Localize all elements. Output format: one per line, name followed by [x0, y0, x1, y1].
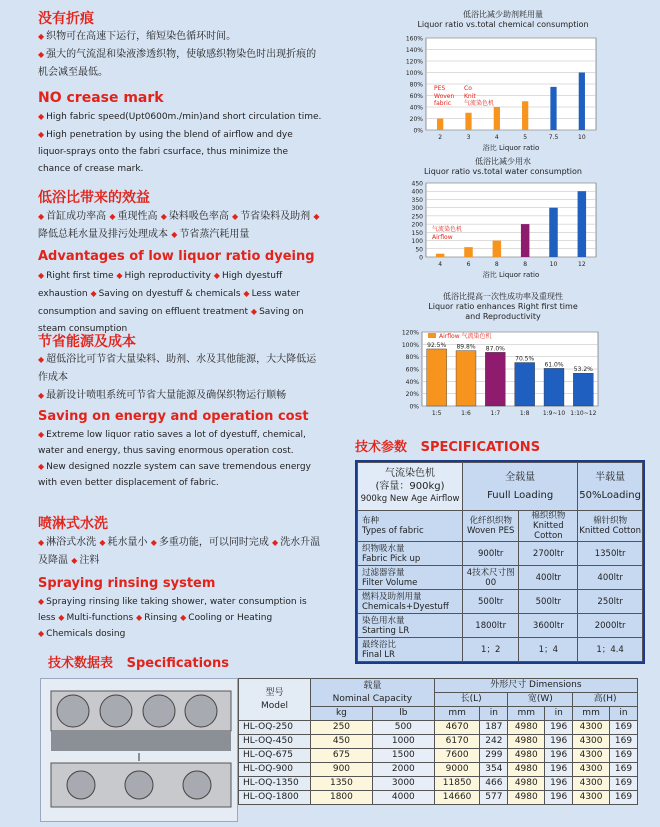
- chart-svg: [398, 179, 608, 289]
- y-tick-label: 300: [411, 205, 423, 213]
- diamond-icon: ◆: [180, 613, 187, 622]
- diamond-icon: ◆: [272, 538, 279, 547]
- table-row: [239, 763, 638, 777]
- x-tick-label: 6: [466, 261, 471, 268]
- diamond-icon: ◆: [38, 112, 45, 121]
- diamond-icon: ◆: [250, 307, 258, 316]
- legend-label: Airflow 气流染色机: [439, 333, 492, 340]
- section-title-cn: 没有折痕: [38, 11, 94, 27]
- value-cell: 14660: [434, 791, 480, 805]
- table-row: 染色用水量 Starting LR 1800ltr 3600ltr 2000ltr: [358, 614, 643, 638]
- diamond-icon: ◆: [232, 212, 239, 221]
- section-title-cn: 喷淋式水洗: [38, 516, 108, 532]
- data-label: 87.0%: [485, 345, 505, 353]
- bar: [437, 119, 443, 131]
- value-cell: 500: [372, 721, 434, 735]
- chart-subtitle: Liquor ratio vs.total water consumption: [424, 167, 582, 176]
- table-row: 织物吸水量 Fabric Pick up 900ltr 2700ltr 1350ltr: [358, 542, 643, 566]
- chart-right-first-time: [398, 292, 608, 424]
- x-tick-label: 1:5: [431, 410, 442, 417]
- spec-heading: [355, 438, 540, 458]
- value-cell: 4670: [434, 721, 480, 735]
- section-spraying: 喷淋式水洗 ◆ 淋浴式水洗 ◆ 耗水量小 ◆ 多重功能，可以同时完成 ◆ 洗水升温及降温 ◆ 注料 Spraying rinsing system ◆ Spraying rinsing like taking shower, water consumption is less ◆ Multi-functions ◆ Rinsing ◆ Cooling or Heating ◆ Chemicals dosing: [38, 514, 323, 642]
- annotation: 气流染色机: [432, 226, 463, 233]
- table-row: [239, 679, 638, 693]
- spec-table: [357, 462, 643, 662]
- y-tick-label: 0: [419, 254, 423, 262]
- annotation: fabric: [434, 100, 452, 107]
- diamond-icon: ◆: [136, 613, 143, 622]
- x-tick-label: 8: [523, 261, 528, 268]
- section-title-en: NO crease mark: [38, 90, 164, 106]
- bar: [550, 87, 556, 130]
- bar: [465, 113, 471, 130]
- bar: [427, 349, 447, 406]
- diamond-icon: ◆: [90, 289, 97, 298]
- table-row: 最终浴比 Final LR 1；2 1；4 1；4.4: [358, 638, 643, 662]
- value-cell: 4980: [508, 749, 545, 763]
- spec-title-cn: 技术参数: [355, 440, 408, 455]
- annotation: Knit: [464, 93, 476, 100]
- x-tick-label: 10: [549, 261, 558, 268]
- x-tick-label: 1:7: [490, 410, 501, 417]
- section-title-cn: 节省能源及成本: [38, 334, 136, 350]
- data-label: 53.2%: [573, 366, 593, 374]
- y-tick-label: 0%: [409, 403, 419, 411]
- bullet-item: ◆ High fabric speed(Upt0600m./min)and short circulation time.: [38, 112, 322, 122]
- diamond-icon: ◆: [38, 50, 45, 59]
- value-cell: 169: [609, 763, 637, 777]
- bar: [464, 247, 473, 257]
- value-cell: 1800: [311, 791, 373, 805]
- diamond-icon: ◆: [38, 130, 45, 139]
- value-cell: 196: [545, 735, 573, 749]
- x-tick-label: 3: [466, 134, 471, 141]
- value-cell: 196: [545, 777, 573, 791]
- x-tick-label: 4: [494, 134, 499, 141]
- diamond-icon: ◆: [160, 212, 167, 221]
- y-tick-label: 200: [411, 221, 423, 229]
- value-cell: 9000: [434, 763, 480, 777]
- bullet-item: ◆ High penetration by using the blend of airflow and dye liquor-sprays onto the fabri csurface, thus minimize the chance of crease mark.: [38, 130, 293, 174]
- value-cell: 196: [545, 763, 573, 777]
- diamond-icon: ◆: [171, 230, 178, 239]
- annotation: 气流染色机: [464, 100, 495, 107]
- bullet-item: ◆ 强大的气流混和染液渗透织物，使敏感织物染色时出现折痕的机会减至最低。: [38, 49, 317, 78]
- diamond-icon: ◆: [38, 32, 45, 41]
- section-no-crease: [38, 10, 323, 178]
- model-cell: HL-OQ-900: [239, 763, 311, 777]
- table-row: [358, 463, 643, 511]
- annotation: Airflow: [432, 234, 453, 241]
- value-cell: 196: [545, 721, 573, 735]
- diamond-icon: ◆: [109, 212, 116, 221]
- chart-svg: [398, 328, 608, 424]
- x-tick-label: 10: [578, 134, 586, 141]
- y-tick-label: 40%: [405, 378, 419, 386]
- bullet-item: ◆ New designed nozzle system can save tremendous energy with even better displacement of fabric.: [38, 462, 311, 488]
- y-tick-label: 20%: [409, 116, 423, 123]
- data-label: 89.8%: [456, 343, 476, 351]
- table-row: 过滤器容量 Filter Volume 4技术尺寸图00 400ltr 400ltr: [358, 566, 643, 590]
- y-tick-label: 60%: [405, 366, 419, 374]
- value-cell: 1350: [311, 777, 373, 791]
- table-row: [239, 749, 638, 763]
- x-axis-label: 浴比 Liquor ratio: [482, 271, 540, 279]
- head-half-loading: 半载量 50%Loading: [578, 463, 643, 511]
- value-cell: 354: [480, 763, 508, 777]
- value-cell: 196: [545, 749, 573, 763]
- model-cell: HL-OQ-1800: [239, 791, 311, 805]
- table-row: [239, 777, 638, 791]
- bar: [456, 351, 476, 406]
- diamond-icon: ◆: [38, 271, 45, 280]
- x-tick-label: 7.5: [548, 134, 559, 141]
- y-tick-label: 160%: [405, 35, 423, 43]
- table-row: kg lb mm in mm in mm in: [239, 707, 638, 721]
- y-tick-label: 20%: [405, 391, 419, 399]
- value-cell: 1500: [372, 749, 434, 763]
- diamond-icon: ◆: [58, 613, 65, 622]
- machine-illustration: [40, 678, 238, 822]
- models-title-cn: 技术数据表: [48, 656, 114, 671]
- models-table: [238, 678, 638, 805]
- y-tick-label: 120%: [401, 329, 419, 337]
- head-full-loading: 全载量 Fuull Loading: [463, 463, 578, 511]
- section-title-en: Spraying rinsing system: [38, 576, 216, 591]
- table-row: [239, 735, 638, 749]
- bar: [549, 208, 558, 257]
- bar: [544, 368, 564, 406]
- y-tick-label: 40%: [409, 104, 423, 112]
- value-cell: 4980: [508, 777, 545, 791]
- diamond-icon: ◆: [38, 212, 45, 221]
- diamond-icon: ◆: [313, 212, 320, 221]
- diamond-icon: ◆: [38, 629, 45, 638]
- data-label: 70.5%: [515, 355, 535, 363]
- bar: [578, 191, 587, 257]
- value-cell: 4300: [573, 763, 610, 777]
- bar: [579, 73, 585, 131]
- chart-svg: [398, 32, 608, 168]
- x-tick-label: 12: [578, 261, 586, 268]
- bullet-item: ◆ 织物可在高速下运行，缩短染色循环时间。: [38, 31, 237, 42]
- value-cell: 900: [311, 763, 373, 777]
- models-heading: [48, 655, 229, 673]
- section-low-liquor: 低浴比带来的效益 ◆ 首缸成功率高 ◆ 重现性高 ◆ 染料吸色率高 ◆ 节省染料及助剂 ◆降低总耗水量及排污处理成本 ◆ 节省蒸汽耗用量 Advantages of low liquor ratio dyeing ◆ Right first time ◆ High reproductivity ◆ High dyestuff exhaustion ◆ Saving on dyestuff & chemicals ◆ Less water consumption and saving on effluent treatment ◆ Saving on steam consumption: [38, 188, 328, 338]
- y-tick-label: 100%: [405, 70, 423, 77]
- y-tick-label: 80%: [409, 81, 423, 89]
- value-cell: 675: [311, 749, 373, 763]
- value-cell: 6170: [434, 735, 480, 749]
- x-tick-label: 8: [494, 261, 499, 268]
- model-cell: HL-OQ-675: [239, 749, 311, 763]
- diamond-icon: ◆: [38, 538, 45, 547]
- value-cell: 450: [311, 735, 373, 749]
- plot-area: [426, 183, 596, 257]
- bar: [493, 241, 502, 257]
- value-cell: 7600: [434, 749, 480, 763]
- value-cell: 169: [609, 721, 637, 735]
- chart-title: 低浴比提高一次性成功率及重现性: [443, 292, 563, 301]
- section-title-cn: 低浴比带来的效益: [38, 190, 150, 206]
- value-cell: 4300: [573, 721, 610, 735]
- diamond-icon: ◆: [116, 271, 123, 280]
- value-cell: 4300: [573, 791, 610, 805]
- chart-title: 低浴比减少用水: [475, 157, 531, 166]
- bullet-item: ◆ 超低浴比可节省大量染料、助剂、水及其他能源，大大降低运作成本: [38, 354, 317, 383]
- value-cell: 4000: [372, 791, 434, 805]
- value-cell: 466: [480, 777, 508, 791]
- value-cell: 4980: [508, 735, 545, 749]
- bullet-item: ◆ Extreme low liquor ratio saves a lot of dyestuff, chemical, water and energy, thus saving enormous operation cost.: [38, 430, 306, 456]
- value-cell: 4980: [508, 763, 545, 777]
- legend-swatch: [428, 333, 436, 338]
- y-tick-label: 0%: [413, 127, 423, 135]
- y-tick-label: 100%: [401, 341, 419, 349]
- y-tick-label: 350: [411, 196, 423, 204]
- value-cell: 196: [545, 791, 573, 805]
- diamond-icon: ◆: [38, 391, 45, 400]
- value-cell: 242: [480, 735, 508, 749]
- diamond-icon: ◆: [71, 556, 78, 565]
- value-cell: 169: [609, 749, 637, 763]
- y-tick-label: 60%: [409, 93, 423, 100]
- y-tick-label: 120%: [405, 58, 423, 66]
- data-label: 61.0%: [544, 361, 564, 369]
- value-cell: 250: [311, 721, 373, 735]
- diamond-icon: ◆: [99, 538, 106, 547]
- value-cell: 187: [480, 721, 508, 735]
- x-tick-label: 5: [523, 134, 528, 141]
- col-dimensions: 外形尺寸 Dimensions: [434, 679, 637, 693]
- chart-water-consumption: [398, 157, 608, 287]
- x-tick-label: 1:6: [461, 410, 471, 417]
- x-tick-label: 2: [438, 134, 443, 141]
- value-cell: 11850: [434, 777, 480, 791]
- annotation: PES: [434, 85, 446, 92]
- value-cell: 4300: [573, 735, 610, 749]
- value-cell: 2000: [372, 763, 434, 777]
- chart-subtitle: Liquor ratio enhances Right first time and Reproductivity: [428, 302, 578, 321]
- value-cell: 169: [609, 777, 637, 791]
- model-cell: HL-OQ-1350: [239, 777, 311, 791]
- diamond-icon: ◆: [150, 538, 157, 547]
- x-tick-label: 1:10~12: [570, 410, 597, 417]
- diamond-icon: ◆: [38, 355, 45, 364]
- model-cell: HL-OQ-450: [239, 735, 311, 749]
- section-saving: [38, 333, 323, 491]
- model-cell: HL-OQ-250: [239, 721, 311, 735]
- col-capacity: 载量 Nominal Capacity: [311, 679, 435, 707]
- y-tick-label: 400: [411, 188, 423, 196]
- bar: [485, 352, 505, 406]
- value-cell: 4300: [573, 749, 610, 763]
- models-table-wrapper: [238, 678, 638, 805]
- head-machine-cell: 气流染色机 (容量：900kg) 900kg New Age Airflow: [358, 463, 463, 511]
- y-tick-label: 140%: [405, 47, 423, 54]
- bullet-item: ◆ 最新设计喷咀系统可节省大量能源及确保织物运行顺畅: [38, 390, 287, 401]
- table-row: 长(L) 宽(W) 高(H): [239, 693, 638, 707]
- col-model: 型号 Model: [239, 679, 311, 721]
- y-tick-label: 250: [411, 213, 423, 221]
- x-tick-label: 1:8: [519, 410, 530, 417]
- bar: [494, 107, 500, 130]
- spec-table-wrapper: [355, 460, 645, 664]
- y-tick-label: 80%: [405, 354, 419, 362]
- x-axis-label: 浴比 Liquor ratio: [482, 144, 540, 152]
- chart-title: 低浴比减少助剂耗用量: [463, 10, 543, 19]
- value-cell: 169: [609, 735, 637, 749]
- y-tick-label: 150: [411, 229, 423, 237]
- section-title-en: Saving on energy and operation cost: [38, 409, 309, 424]
- value-cell: 299: [480, 749, 508, 763]
- value-cell: 169: [609, 791, 637, 805]
- bar: [515, 363, 535, 406]
- y-tick-label: 450: [411, 180, 423, 188]
- chart-chemical-consumption: [398, 10, 608, 168]
- diamond-icon: ◆: [38, 462, 45, 471]
- y-tick-label: 50: [415, 246, 423, 254]
- diamond-icon: ◆: [213, 271, 220, 280]
- x-tick-label: 4: [438, 261, 443, 268]
- annotation: Woven: [434, 93, 455, 100]
- diamond-icon: ◆: [38, 430, 45, 439]
- table-row: [239, 721, 638, 735]
- table-row: 燃料及助剂用量 Chemicals+Dyestuff 500ltr 500ltr 250ltr: [358, 590, 643, 614]
- value-cell: 577: [480, 791, 508, 805]
- bar: [521, 224, 529, 257]
- diamond-icon: ◆: [38, 597, 45, 606]
- data-label: 92.5%: [427, 341, 447, 349]
- value-cell: 4300: [573, 777, 610, 791]
- x-tick-label: 1:9~10: [542, 410, 566, 417]
- value-cell: 3000: [372, 777, 434, 791]
- value-cell: 1000: [372, 735, 434, 749]
- table-row: 布种 Types of fabric 化纤织织物 Woven PES 棉织织物 Knitted Cotton 棉针织物 Knitted Cotton: [358, 511, 643, 542]
- section-title-en: Advantages of low liquor ratio dyeing: [38, 249, 315, 264]
- chart-subtitle: Liquor ratio vs.total chemical consumption: [417, 20, 589, 29]
- value-cell: 4980: [508, 721, 545, 735]
- diamond-icon: ◆: [243, 289, 250, 298]
- spec-title-en: SPECIFICATIONS: [420, 440, 541, 455]
- bar: [522, 101, 528, 130]
- y-tick-label: 100: [411, 238, 423, 246]
- annotation: Co: [464, 85, 472, 92]
- bar: [573, 373, 593, 406]
- dyeing-machine-icon: [41, 679, 237, 821]
- models-title-en: Specifications: [126, 656, 229, 671]
- bar: [436, 254, 445, 257]
- table-row: [239, 791, 638, 805]
- value-cell: 4980: [508, 791, 545, 805]
